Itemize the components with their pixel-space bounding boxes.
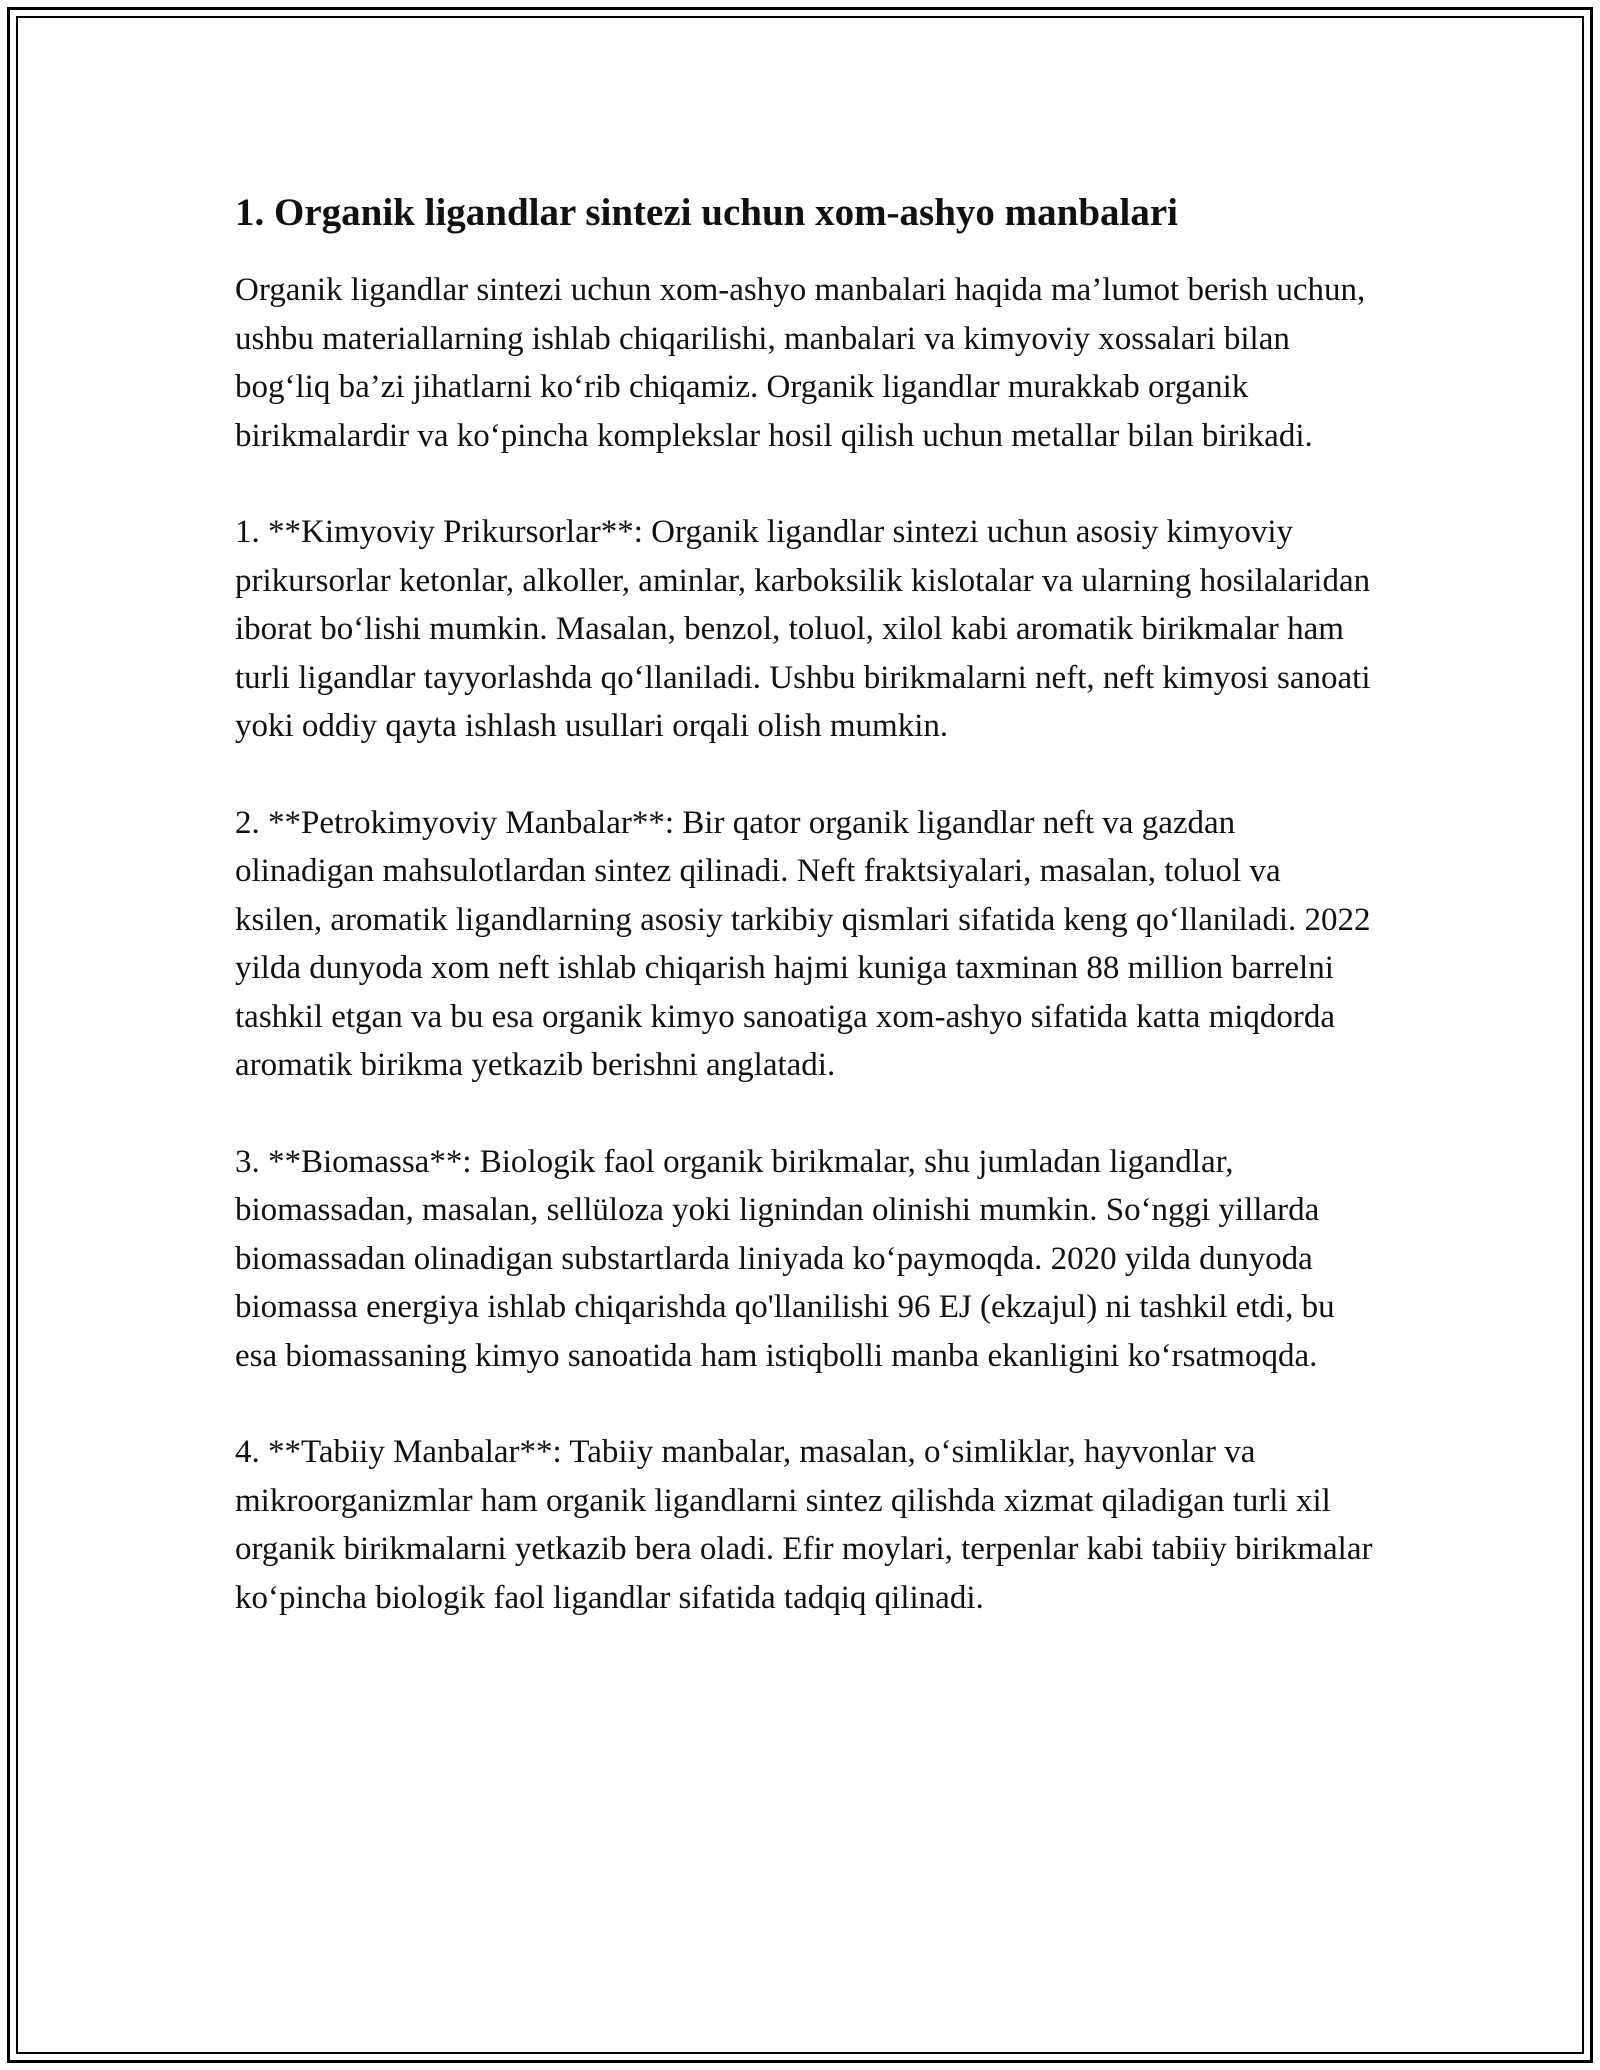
intro-paragraph: Organik ligandlar sintezi uchun xom-ashyo manbalari haqida ma’lumot berish uchun, ushbu materiallarning ishlab chiqarilishi, manbalari va kimyoviy xossalari bilan bog‘liq ba’zi jihatlarni ko‘rib chiqamiz. Organik ligandlar murakkab organik birikmalardir va ko‘pincha komplekslar hosil qilish uchun metallar bilan birikadi. — [235, 272, 1366, 454]
paragraph-natural-sources: 4. **Tabiiy Manbalar**: Tabiiy manbalar, masalan, o‘simliklar, hayvonlar va mikroorganizmlar ham organik ligandlarni sintez qilishda xizmat qiladigan turli xil organik birikmalarni yetkazib bera oladi. Efir moylari, terpenlar kabi tabiiy birikmalar ko‘pincha biologik faol ligandlar sifatida tadqiq qilinadi. — [235, 1434, 1373, 1616]
paragraph-chemical-precursors: 1. **Kimyoviy Prikursorlar**: Organik ligandlar sintezi uchun asosiy kimyoviy prikursorlar ketonlar, alkoller, aminlar, karboksilik kislotalar va ularning hosilalaridan iborat bo‘lishi mumkin. Masalan, benzol, toluol, xilol kabi aromatik birikmalar ham turli ligandlar tayyorlashda qo‘llaniladi. Ushbu birikmalarni neft, neft kimyosi sanoati yoki oddiy qayta ishlash usullari orqali olish mumkin. — [235, 514, 1371, 744]
paragraph-biomass: 3. **Biomassa**: Biologik faol organik birikmalar, shu jumladan ligandlar, biomassadan, masalan, sellüloza yoki lignindan olinishi mumkin. So‘nggi yillarda biomassadan olinadigan substartlarda liniyada ko‘paymoqda. 2020 yilda dunyoda biomassa energiya ishlab chiqarishda qo'llanilishi 96 EJ (ekzajul) ni tashkil etdi, bu esa biomassaning kimyo sanoatida ham istiqbolli manba ekanligini ko‘rsatmoqda. — [235, 1143, 1335, 1374]
paragraph-petrochemical-sources: 2. **Petrokimyoviy Manbalar**: Bir qator organik ligandlar neft va gazdan olinadigan mahsulotlardan sintez qilinadi. Neft fraktsiyalari, masalan, toluol va ksilen, aromatik ligandlarning asosiy tarkibiy qismlari sifatida keng qo‘llaniladi. 2022 yilda dunyoda xom neft ishlab chiqarish hajmi kuniga taxminan 88 million barrelni tashkil etgan va bu esa organik kimyo sanoatiga xom-ashyo sifatida katta miqdorda aromatik birikma yetkazib berishni anglatadi. — [235, 804, 1371, 1083]
document-body — [235, 188, 1375, 1670]
section-heading: 1. Organik ligandlar sintezi uchun xom-ashyo manbalari — [235, 191, 1179, 234]
